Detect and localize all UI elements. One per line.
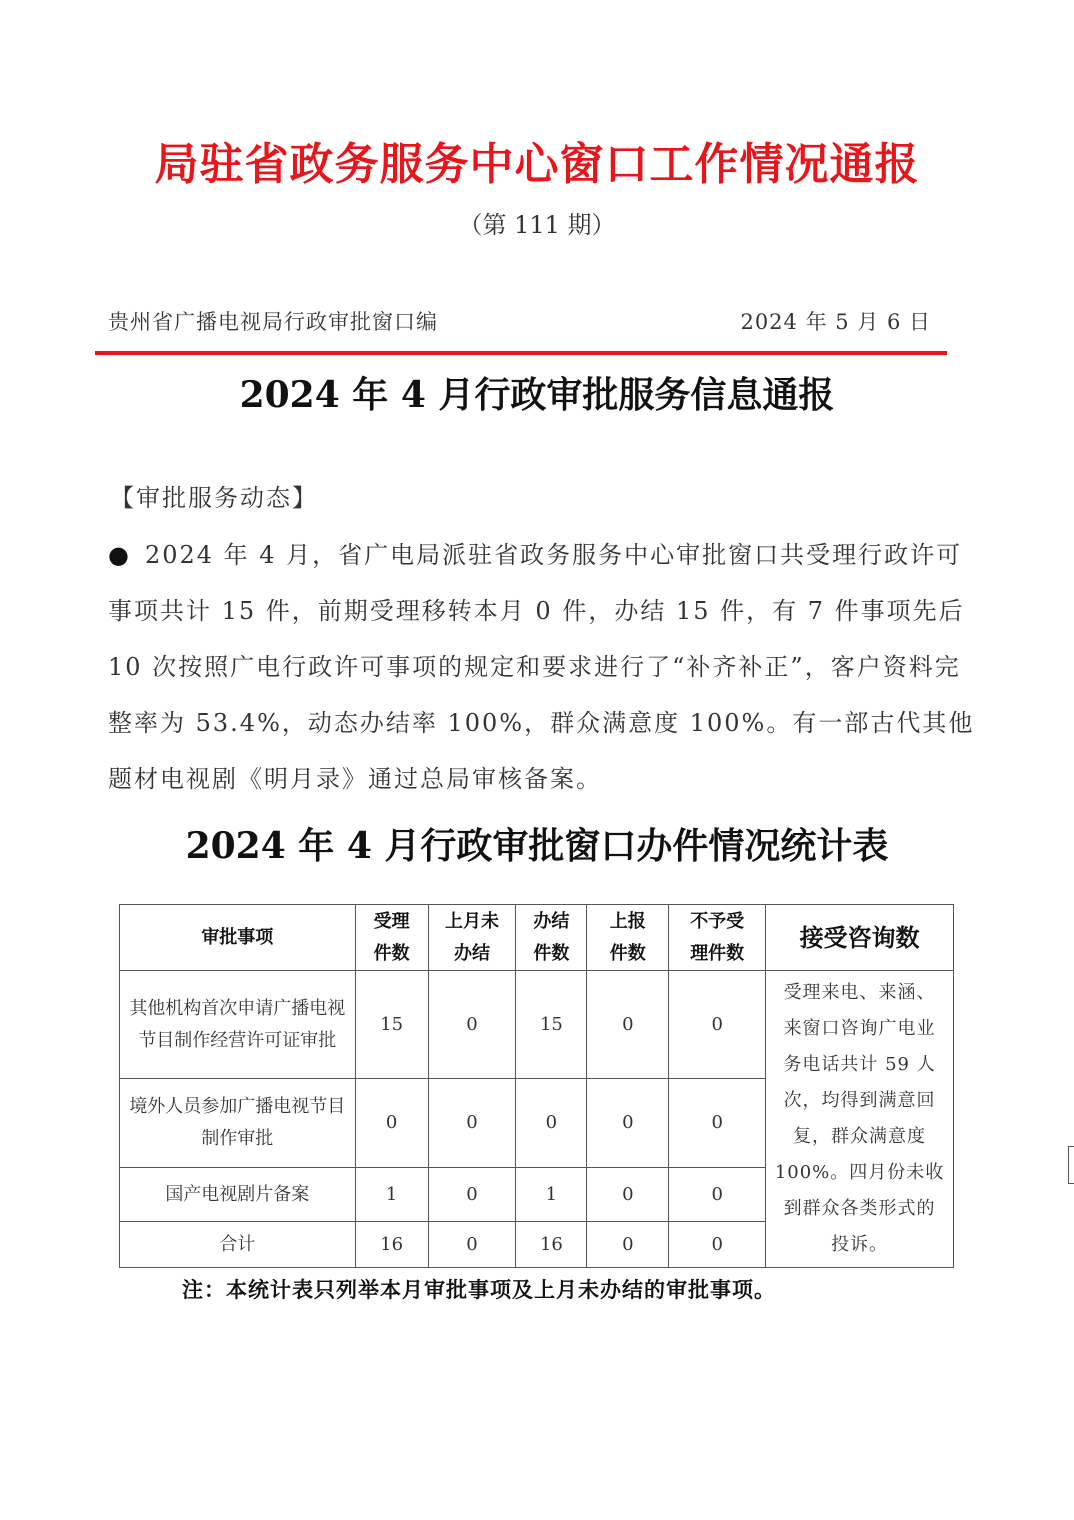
header-rejected: 不予受 理件数 [669,905,766,971]
cell-rejected: 0 [669,1079,766,1168]
cell-pending: 0 [428,1222,516,1268]
cell-rejected: 0 [669,1222,766,1268]
cell-completed: 0 [516,1079,587,1168]
section-label: 【审批服务动态】 [110,484,318,512]
table-row [120,971,954,1079]
cell-completed: 15 [516,971,587,1079]
header-reported: 上报 件数 [587,905,669,971]
table-header-row [120,905,954,971]
cell-consult: 受理来电、来涵、来窗口咨询广电业务电话共计 59 人次，均得到满意回复，群众满意度 100%。四月份未收到群众各类形式的投诉。 [766,971,954,1268]
cell-item: 境外人员参加广播电视节目制作审批 [120,1079,356,1168]
header-accepted: 受理 件数 [355,905,428,971]
cell-accepted: 16 [355,1222,428,1268]
report-paragraph [108,527,978,807]
bullet-icon: ● [108,541,131,569]
cell-rejected: 0 [669,971,766,1079]
cell-pending: 0 [428,1079,516,1168]
report-title: 2024 年 4 月行政审批服务信息通报 [239,374,835,416]
header-pending: 上月未 办结 [428,905,516,971]
cell-accepted: 0 [355,1079,428,1168]
cell-reported: 0 [587,1222,669,1268]
header-item: 审批事项 [120,905,356,971]
cell-completed: 16 [516,1222,587,1268]
cell-accepted: 15 [355,971,428,1079]
page-edge-mark [1068,1146,1074,1184]
header-completed: 办结 件数 [516,905,587,971]
cell-pending: 0 [428,1168,516,1222]
cell-item: 其他机构首次申请广播电视节目制作经营许可证审批 [120,971,356,1079]
cell-item: 国产电视剧片备案 [120,1168,356,1222]
cell-reported: 0 [587,1079,669,1168]
cell-reported: 0 [587,1168,669,1222]
cell-completed: 1 [516,1168,587,1222]
editor-line: 贵州省广播电视局行政审批窗口编 [108,310,438,334]
statistics-table [119,904,954,1268]
cell-item: 合计 [120,1222,356,1268]
cell-reported: 0 [587,971,669,1079]
cell-rejected: 0 [669,1168,766,1222]
masthead-title: 局驻省政务服务中心窗口工作情况通报 [154,139,920,190]
issue-number: （第 111 期） [458,211,616,239]
publish-date: 2024 年 5 月 6 日 [740,310,931,334]
cell-accepted: 1 [355,1168,428,1222]
paragraph-text: 2024 年 4 月，省广电局派驻省政务服务中心审批窗口共受理行政许可事项共计 15 件，前期受理移转本月 0 件，办结 15 件，有 7 件事项先后 10 次按照广电行政许可事项的规定和要求进行了“补齐补正”，客户资料完整率为 53.4%，动态办结率 100%，群众满意度 100%。有一部古代其他题材电视剧《明月录》通过总局审核备案。 [108,541,975,793]
table-title: 2024 年 4 月行政审批窗口办件情况统计表 [185,825,889,867]
table-note: 注：本统计表只列举本月审批事项及上月未办结的审批事项。 [182,1278,776,1302]
cell-pending: 0 [428,971,516,1079]
header-consult: 接受咨询数 [766,905,954,971]
red-divider [95,351,947,355]
